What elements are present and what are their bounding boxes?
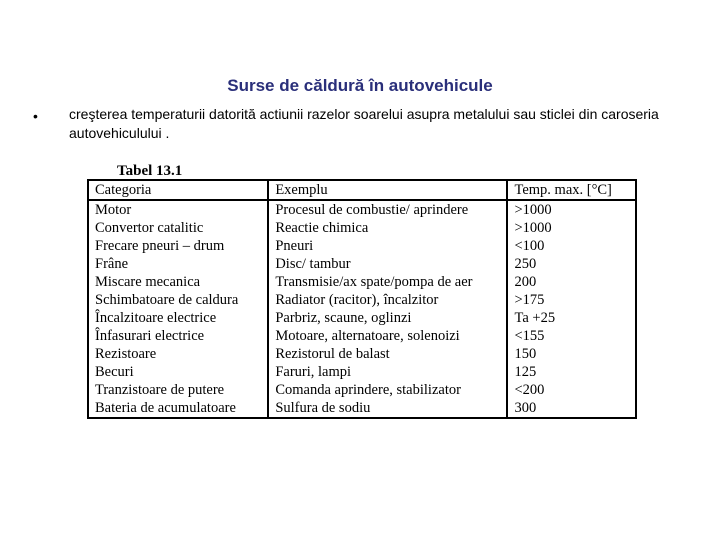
cell-max-temp: 250 [507, 255, 636, 273]
table-row [88, 291, 636, 309]
cell-example: Parbriz, scaune, oglinzi [268, 309, 507, 327]
table-row [88, 237, 636, 255]
cell-example: Rezistorul de balast [268, 345, 507, 363]
cell-category: Motor [88, 200, 268, 219]
table-row [88, 255, 636, 273]
cell-example: Pneuri [268, 237, 507, 255]
table-row [88, 273, 636, 291]
cell-example: Disc/ tambur [268, 255, 507, 273]
header-max-temp: Temp. max. [°C] [507, 180, 636, 200]
cell-category: Tranzistoare de putere [88, 381, 268, 399]
cell-category: Becuri [88, 363, 268, 381]
cell-category: Schimbatoare de caldura [88, 291, 268, 309]
cell-max-temp: >175 [507, 291, 636, 309]
cell-example: Procesul de combustie/ aprindere [268, 200, 507, 219]
table-row [88, 219, 636, 237]
bullet-marker: • [33, 108, 38, 124]
cell-max-temp: >1000 [507, 200, 636, 219]
header-example: Exemplu [268, 180, 507, 200]
heat-sources-table [87, 179, 637, 419]
cell-category: Înfasurari electrice [88, 327, 268, 345]
cell-example: Sulfura de sodiu [268, 399, 507, 418]
table-header-row [88, 180, 636, 200]
cell-example: Reactie chimica [268, 219, 507, 237]
table-row [88, 309, 636, 327]
cell-max-temp: Ta +25 [507, 309, 636, 327]
cell-max-temp: <155 [507, 327, 636, 345]
slide-title: Surse de căldură în autovehicule [227, 76, 493, 95]
cell-max-temp: <100 [507, 237, 636, 255]
bullet-text: creşterea temperaturii datorită actiunii razelor soarelui asupra metalului sau sticlei din caroseria autovehiculului . [69, 106, 659, 141]
table-caption: Tabel 13.1 [117, 163, 183, 179]
cell-example: Motoare, alternatoare, solenoizi [268, 327, 507, 345]
table-row [88, 399, 636, 418]
cell-example: Transmisie/ax spate/pompa de aer [268, 273, 507, 291]
cell-example: Radiator (racitor), încalzitor [268, 291, 507, 309]
cell-max-temp: 300 [507, 399, 636, 418]
table-row [88, 200, 636, 219]
cell-category: Frecare pneuri – drum [88, 237, 268, 255]
header-category: Categoria [88, 180, 268, 200]
cell-example: Comanda aprindere, stabilizator [268, 381, 507, 399]
table-body [88, 200, 636, 418]
table-row [88, 327, 636, 345]
table-row [88, 363, 636, 381]
cell-max-temp: >1000 [507, 219, 636, 237]
table-row [88, 345, 636, 363]
cell-max-temp: 200 [507, 273, 636, 291]
cell-category: Încalzitoare electrice [88, 309, 268, 327]
cell-max-temp: 125 [507, 363, 636, 381]
table-row [88, 381, 636, 399]
cell-example: Faruri, lampi [268, 363, 507, 381]
cell-category: Bateria de acumulatoare [88, 399, 268, 418]
cell-max-temp: <200 [507, 381, 636, 399]
cell-max-temp: 150 [507, 345, 636, 363]
cell-category: Frâne [88, 255, 268, 273]
cell-category: Convertor catalitic [88, 219, 268, 237]
cell-category: Rezistoare [88, 345, 268, 363]
cell-category: Miscare mecanica [88, 273, 268, 291]
